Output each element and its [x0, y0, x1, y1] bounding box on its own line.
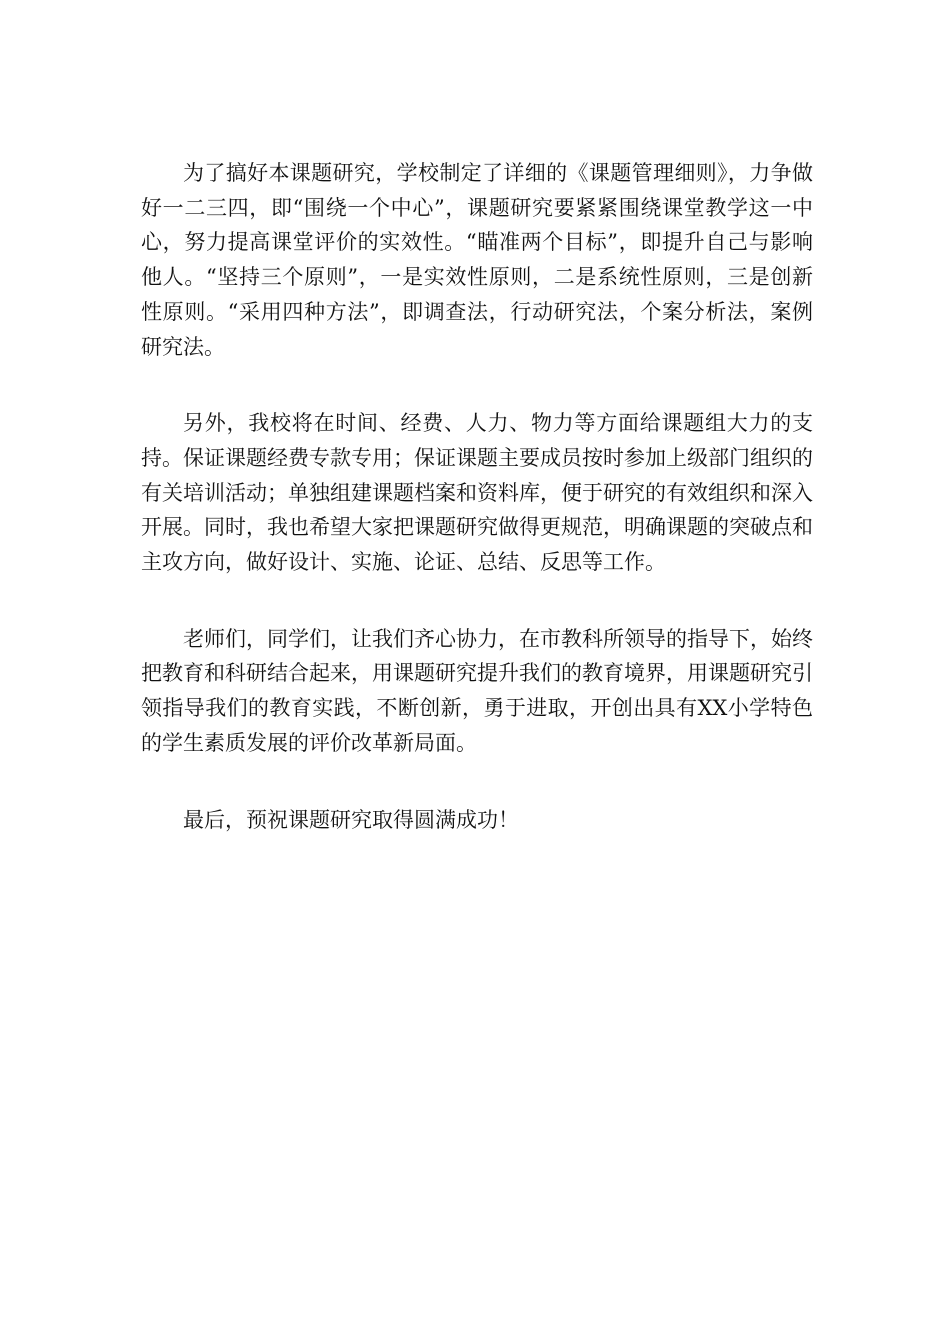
document-body — [141, 156, 813, 837]
paragraph-closing-wish: 最后，预祝课题研究取得圆满成功！ — [183, 807, 519, 832]
paragraph-call-to-action: 老师们，同学们，让我们齐心协力，在市教科所领导的指导下，始终把教育和科研结合起来，用课题研究提升我们的教育境界，用课题研究引领指导我们的教育实践，不断创新，勇于进取，开创出具有XX小学特色的学生素质发展的评价改革新局面。 — [141, 626, 813, 755]
paragraph-school-support: 另外，我校将在时间、经费、人力、物力等方面给课题组大力的支持。保证课题经费专款专用；保证课题主要成员按时参加上级部门组织的有关培训活动；单独组建课题档案和资料库，便于研究的有效组织和深入开展。同时，我也希望大家把课题研究做得更规范，明确课题的突破点和主攻方向，做好设计、实施、论证、总结、反思等工作。 — [141, 411, 813, 575]
paragraph-research-management: 为了搞好本课题研究，学校制定了详细的《课题管理细则》，力争做好一二三四，即“围绕一个中心”，课题研究要紧紧围绕课堂教学这一中心，努力提高课堂评价的实效性。“瞄准两个目标”，即提升自己与影响他人。“坚持三个原则”，一是实效性原则，二是系统性原则，三是创新性原则。“采用四种方法”，即调查法，行动研究法，个案分析法，案例研究法。 — [141, 161, 813, 359]
